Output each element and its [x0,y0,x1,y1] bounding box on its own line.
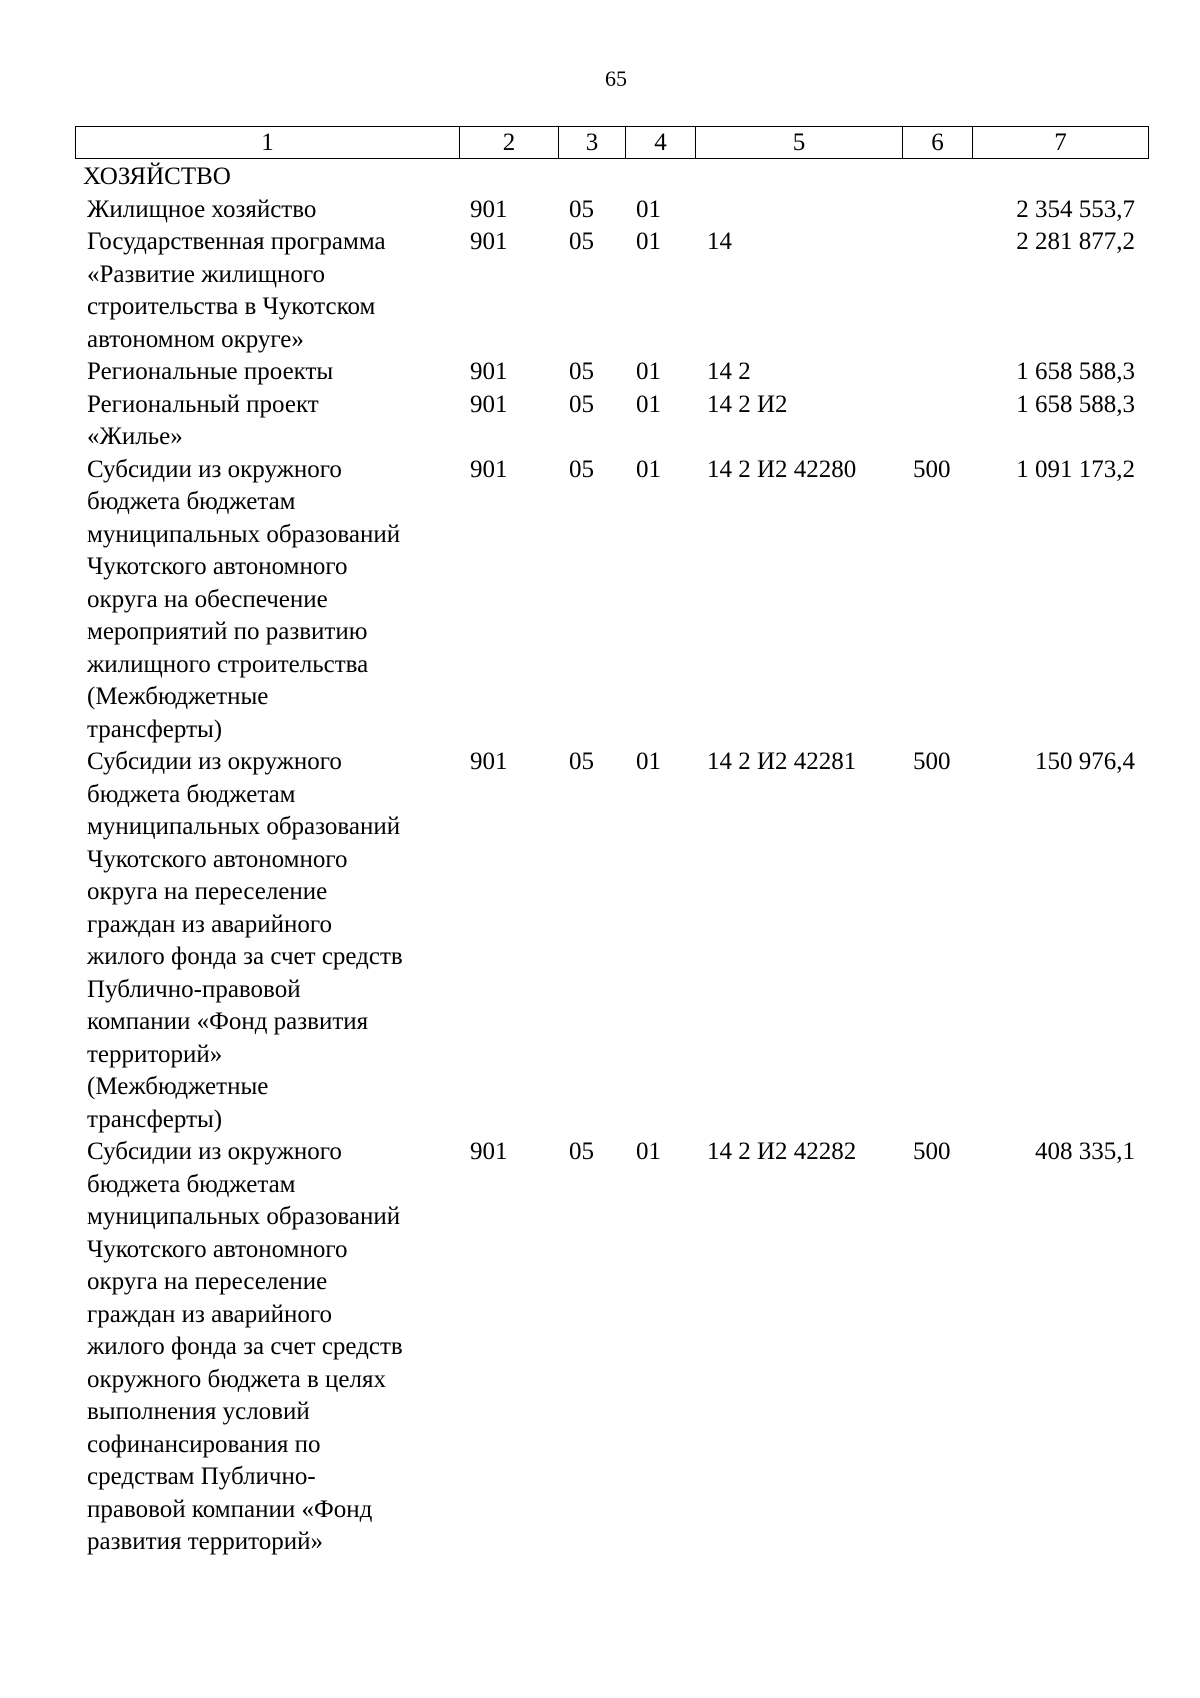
row-section-code: 05 [569,748,594,775]
row-expense-type: 500 [913,748,951,775]
row-subsection-code: 01 [636,228,661,255]
row-name-line: жилого фонда за счет средств [87,943,403,970]
row-name-line: Жилищное хозяйство [87,195,317,223]
header-col-6: 6 [903,127,973,158]
header-col-4: 4 [626,127,696,158]
table-row [75,389,1149,454]
table-row [75,226,1149,356]
row-name-line: Чукотского автономного [87,1235,348,1263]
row-target-article: 14 2 И2 42281 [707,748,857,775]
row-name-line: правовой компании «Фонд [87,1495,373,1523]
row-expense-type: 500 [913,1138,951,1165]
table-header [75,126,1149,159]
row-name-line: «Развитие жилищного [87,260,325,288]
row-name-line: мероприятий по развитию [87,618,368,645]
row-name-line: софинансирования по [87,1430,321,1458]
table-row [75,454,1149,747]
row-name-line: Региональный проект [87,390,319,418]
row-name-line: строительства в Чукотском [87,293,376,320]
row-expense-type: 500 [913,455,951,483]
row-amount: 408 335,1 [1035,1138,1135,1165]
row-admin-code [459,161,558,194]
row-name-line: трансферты) [87,715,223,743]
row-name-line: трансферты) [87,1105,223,1133]
row-section-code: 05 [569,455,594,483]
row-expense-type [902,161,972,194]
row-amount: 1 658 588,3 [1016,358,1135,385]
row-name-line: Региональные проекты [87,358,334,385]
row-expense-type [902,194,972,227]
row-name [75,194,459,227]
row-target-article: 14 2 И2 [707,390,788,418]
table-row [75,746,1149,1136]
row-name-line: развития территорий» [87,1528,323,1555]
row-name-line: (Межбюджетные [87,683,269,710]
row-name-line: Субсидии из окружного [87,455,342,483]
row-name-line: жилищного строительства [87,650,369,678]
row-name-line: Чукотского автономного [87,553,348,580]
row-name [75,746,459,1136]
row-name-line: жилого фонда за счет средств [87,1333,403,1360]
row-name-line: граждан из аварийного [87,1300,333,1328]
row-expense-type [902,226,972,356]
row-subsection-code: 01 [636,455,661,483]
row-admin-code: 901 [470,358,508,385]
table-body [75,161,1149,1559]
row-name-line: бюджета бюджетам [87,1170,296,1198]
row-name-line: автономном округе» [87,325,304,353]
row-subsection-code: 01 [636,358,661,385]
row-subsection-code: 01 [636,1138,661,1165]
table-row [75,161,1149,194]
row-section-code: 05 [569,390,594,418]
row-target-article: 14 [707,228,732,255]
row-name-line: компании «Фонд развития [87,1008,369,1035]
row-amount [972,161,1147,194]
header-col-3: 3 [559,127,626,158]
row-subsection-code: 01 [636,390,661,418]
row-target-article [695,161,902,194]
page-number: 65 [605,66,627,91]
row-section-code: 05 [569,195,594,223]
row-name-line: ХОЗЯЙСТВО [83,163,231,190]
row-name-line: муниципальных образований [87,813,401,840]
row-name [75,1136,459,1559]
row-name-line: граждан из аварийного [87,910,333,938]
row-name [75,356,459,389]
header-col-5: 5 [696,127,903,158]
row-name-line: округа на обеспечение [87,585,328,613]
header-col-1: 1 [76,127,460,158]
row-name-line: Субсидии из окружного [87,1138,342,1165]
row-target-article: 14 2 И2 42280 [707,455,857,483]
row-target-article [695,194,902,227]
row-name-line: округа на переселение [87,1268,328,1295]
row-amount: 2 281 877,2 [1016,228,1135,255]
row-name-line: Публично-правовой [87,975,301,1003]
row-name-line: бюджета бюджетам [87,780,296,808]
row-name-line: территорий» [87,1040,223,1068]
table-row [75,194,1149,227]
row-name-line: (Межбюджетные [87,1073,269,1100]
row-name-line: средствам Публично- [87,1463,316,1490]
table-row [75,1136,1149,1559]
row-subsection-code: 01 [636,195,661,223]
row-admin-code: 901 [470,390,508,418]
row-subsection-code [625,161,695,194]
row-name [75,226,459,356]
header-col-2: 2 [460,127,559,158]
row-name-line: бюджета бюджетам [87,488,296,515]
row-name [75,389,459,454]
row-name-line: окружного бюджета в целях [87,1365,386,1393]
row-section-code [558,161,625,194]
row-name-line: Субсидии из окружного [87,748,342,775]
row-admin-code: 901 [470,1138,508,1165]
table-row [75,356,1149,389]
row-name [75,454,459,747]
row-amount: 1 658 588,3 [1016,390,1135,418]
row-expense-type [902,356,972,389]
row-name-line: муниципальных образований [87,520,401,548]
row-subsection-code: 01 [636,748,661,775]
row-name-line: выполнения условий [87,1398,310,1425]
row-target-article: 14 2 И2 42282 [707,1138,857,1165]
row-admin-code: 901 [470,748,508,775]
row-admin-code: 901 [470,195,508,223]
row-name-line: округа на переселение [87,878,328,905]
row-target-article: 14 2 [707,358,751,385]
header-col-7: 7 [1054,129,1067,156]
row-admin-code: 901 [470,228,508,255]
row-name-line: Чукотского автономного [87,845,348,873]
row-name-line: Государственная программа [87,228,386,255]
row-admin-code: 901 [470,455,508,483]
row-section-code: 05 [569,358,594,385]
row-section-code: 05 [569,1138,594,1165]
row-section-code: 05 [569,228,594,255]
row-name-line: «Жилье» [87,423,183,450]
row-amount: 150 976,4 [1035,748,1135,775]
row-name-line: муниципальных образований [87,1203,401,1230]
row-amount: 1 091 173,2 [1016,455,1135,483]
row-name [75,161,459,194]
row-amount: 2 354 553,7 [1016,195,1135,223]
row-expense-type [902,389,972,454]
